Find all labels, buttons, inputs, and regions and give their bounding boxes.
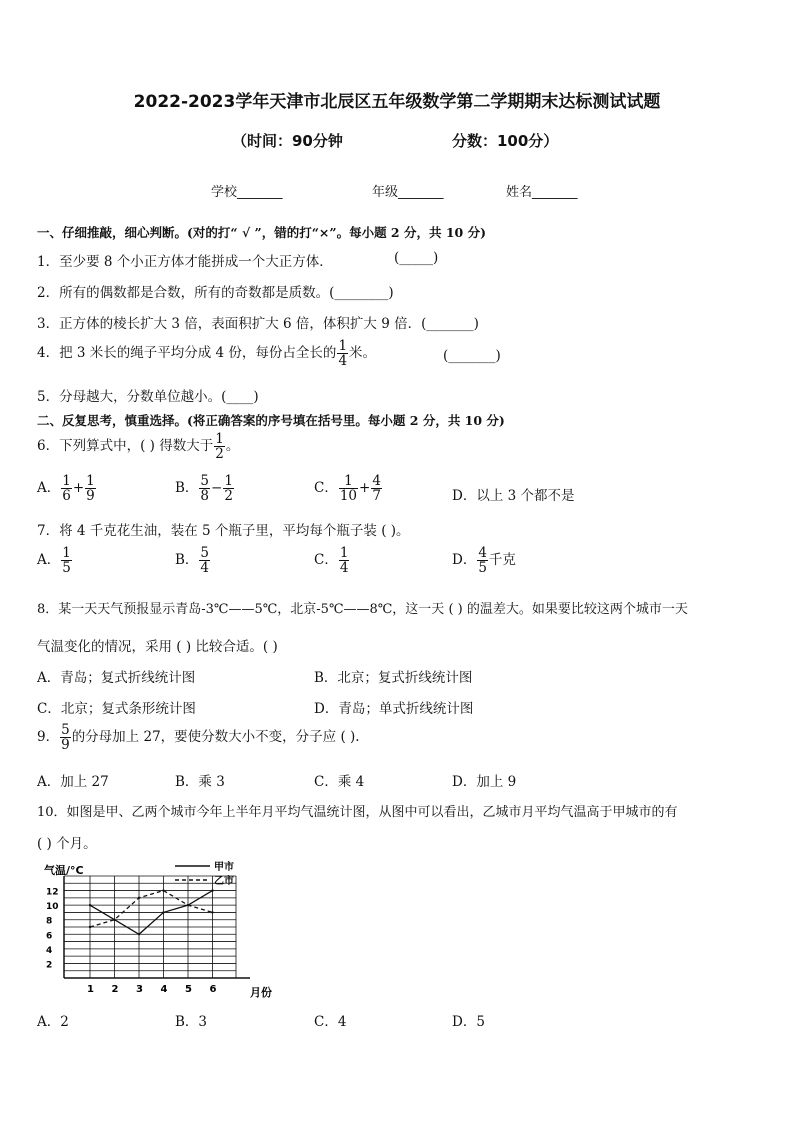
legend-label-jia: 甲市 [214, 862, 234, 873]
q7-option-a [37, 546, 73, 575]
numerator: 1 [224, 473, 233, 489]
question-1 [37, 250, 333, 270]
question-6 [37, 432, 239, 461]
q6-option-c [314, 474, 383, 503]
numerator: 5 [200, 545, 210, 561]
q7-option-b [175, 546, 211, 575]
numerator: 4 [478, 545, 487, 561]
q9-option-a: A．加上 27 [37, 774, 109, 790]
numerator: 5 [200, 473, 210, 489]
question-4-pre: 4．把 3 米长的绳子平均分成 4 份，每份占全长的 [37, 345, 337, 362]
fraction [214, 432, 225, 461]
data-point [89, 904, 91, 906]
denominator: 4 [338, 353, 348, 370]
y-tick-label: 12 [46, 887, 59, 898]
numerator: 1 [339, 474, 358, 489]
question-8-line2: 气温变化的情况，采用 ( ) 比较合适。( ) [37, 639, 278, 655]
option-label: C． [314, 480, 338, 497]
numerator: 1 [62, 545, 71, 561]
option-label: D． [452, 552, 477, 569]
question-10-line2: ( ) 个月。 [37, 836, 97, 852]
option-label: C． [314, 552, 338, 569]
y-tick-label: 6 [46, 931, 53, 942]
exam-time: （时间：90分钟 [232, 132, 343, 150]
question-4-post: 米。 [349, 345, 377, 362]
school-field: 学校_______ [211, 185, 283, 200]
numerator: 1 [86, 473, 95, 489]
denominator: 2 [224, 488, 233, 505]
question-3: 3．正方体的棱长扩大 3 倍，表面积扩大 6 倍，体积扩大 9 倍．(_______) [37, 316, 479, 332]
question-2: 2．所有的偶数都是合数，所有的奇数都是质数。(________) [37, 285, 394, 301]
series-line-yi [90, 891, 213, 927]
numerator: 1 [62, 473, 71, 489]
question-9 [37, 723, 360, 752]
denominator: 6 [62, 488, 71, 505]
y-tick-label: 8 [46, 916, 53, 927]
option-label: A． [37, 552, 61, 569]
option-label: B． [175, 552, 199, 569]
q10-option-c: C．4 [314, 1014, 347, 1030]
q8-option-d: D．青岛；单式折线统计图 [314, 701, 474, 717]
question-6-post: 。 [225, 438, 240, 455]
exam-score: 分数：100分） [452, 132, 559, 150]
grade-field: 年级_______ [372, 185, 444, 200]
data-point [162, 911, 164, 913]
numerator: 4 [372, 473, 381, 489]
denominator: 9 [86, 488, 95, 505]
fraction [61, 474, 72, 503]
q6-option-d: D．以上 3 个都不是 [452, 488, 575, 504]
y-tick-label: 4 [46, 945, 53, 956]
numerator: 5 [61, 722, 70, 738]
section2-heading: 二、反复思考，慎重选择。(将正确答案的序号填在括号里。每小题 2 分，共 10 分) [37, 413, 505, 428]
data-point [113, 919, 115, 921]
data-point [162, 889, 164, 891]
numerator: 1 [338, 338, 348, 354]
denominator: 8 [200, 488, 210, 505]
data-point [187, 904, 189, 906]
y-tick-label: 2 [46, 960, 53, 971]
question-7: 7．将 4 千克花生油，装在 5 个瓶子里，平均每个瓶子装 ( )。 [37, 523, 410, 539]
legend-label-yi: 乙市 [214, 876, 234, 887]
denominator: 4 [200, 560, 210, 577]
x-tick-label: 2 [111, 984, 119, 995]
fraction [339, 546, 350, 575]
denominator: 9 [61, 737, 70, 754]
question-8-line1: 8．某一天天气预报显示青岛-3℃——5℃，北京-5℃——8℃，这一天 ( ) 的温差大。如果要比较这两个城市一天 [37, 602, 688, 617]
x-tick-label: 6 [209, 984, 217, 995]
question-4 [37, 339, 376, 368]
section1-heading: 一、仔细推敲，细心判断。(对的打“ √ ”，错的打“×”。每小题 2 分，共 10 分) [37, 225, 486, 240]
question-9-post: 的分母加上 27，要使分数大小不变，分子应 ( ). [71, 729, 360, 746]
temperature-line-chart [40, 858, 300, 1000]
question-6-pre: 6．下列算式中，( ) 得数大于 [37, 438, 214, 455]
q6-option-b [175, 474, 235, 503]
denominator: 5 [62, 560, 71, 577]
fraction [199, 474, 210, 503]
question-9-pre: 9． [37, 729, 60, 746]
fraction [337, 339, 348, 368]
fraction [371, 474, 382, 503]
q8-option-b: B．北京；复式折线统计图 [314, 670, 473, 686]
question-4-blank: (_______) [443, 348, 501, 364]
q8-option-c: C．北京；复式条形统计图 [37, 701, 196, 717]
unit: 千克 [488, 552, 516, 569]
page-title: 2022-2023学年天津市北辰区五年级数学第二学期期末达标测试试题 [133, 92, 661, 112]
denominator: 4 [339, 560, 349, 577]
numerator: 1 [339, 545, 349, 561]
denominator: 7 [372, 488, 381, 505]
data-point [89, 926, 91, 928]
data-point [138, 933, 140, 935]
q10-option-d: D．5 [452, 1014, 485, 1030]
operator: + [359, 480, 371, 497]
chart-xlabel: 月份 [250, 986, 272, 999]
fraction [199, 546, 210, 575]
question-1-blank: (_____) [394, 250, 439, 266]
q6-option-a [37, 474, 97, 503]
fraction [223, 474, 234, 503]
data-point [211, 889, 213, 891]
q9-option-c: C．乘 4 [314, 774, 365, 790]
x-tick-label: 4 [160, 984, 168, 995]
denominator: 5 [478, 560, 487, 577]
fraction [61, 546, 72, 575]
fraction [85, 474, 96, 503]
fraction [477, 546, 488, 575]
option-label: A． [37, 480, 61, 497]
question-1-text: 1．至少要 8 个小正方体才能拼成一个大正方体． [37, 254, 333, 270]
y-tick-label: 10 [46, 902, 59, 913]
question-10-line1: 10．如图是甲、乙两个城市今年上半年月平均气温统计图，从图中可以看出，乙城市月平均气温高于甲城市的有 [37, 805, 678, 820]
fraction [60, 723, 71, 752]
numerator: 1 [215, 431, 224, 447]
fraction [339, 474, 358, 503]
question-5: 5．分母越大，分数单位越小。(____) [37, 389, 259, 405]
q7-option-d [452, 546, 516, 575]
operator: + [72, 480, 85, 497]
q8-option-a: A．青岛；复式折线统计图 [37, 670, 196, 686]
denominator: 10 [339, 488, 358, 505]
q9-option-b: B．乘 3 [175, 774, 225, 790]
data-point [211, 911, 213, 913]
operator: − [211, 480, 223, 497]
name-field: 姓名_______ [506, 185, 578, 200]
x-tick-label: 5 [185, 984, 192, 995]
x-tick-label: 3 [136, 984, 143, 995]
chart-ylabel: 气温/°C [44, 864, 84, 877]
q9-option-d: D．加上 9 [452, 774, 517, 790]
q7-option-c [314, 546, 350, 575]
denominator: 2 [215, 446, 224, 463]
q10-option-b: B．3 [175, 1014, 208, 1030]
x-tick-label: 1 [87, 984, 94, 995]
option-label: B． [175, 480, 199, 497]
data-point [138, 897, 140, 899]
q10-option-a: A．2 [37, 1014, 69, 1030]
